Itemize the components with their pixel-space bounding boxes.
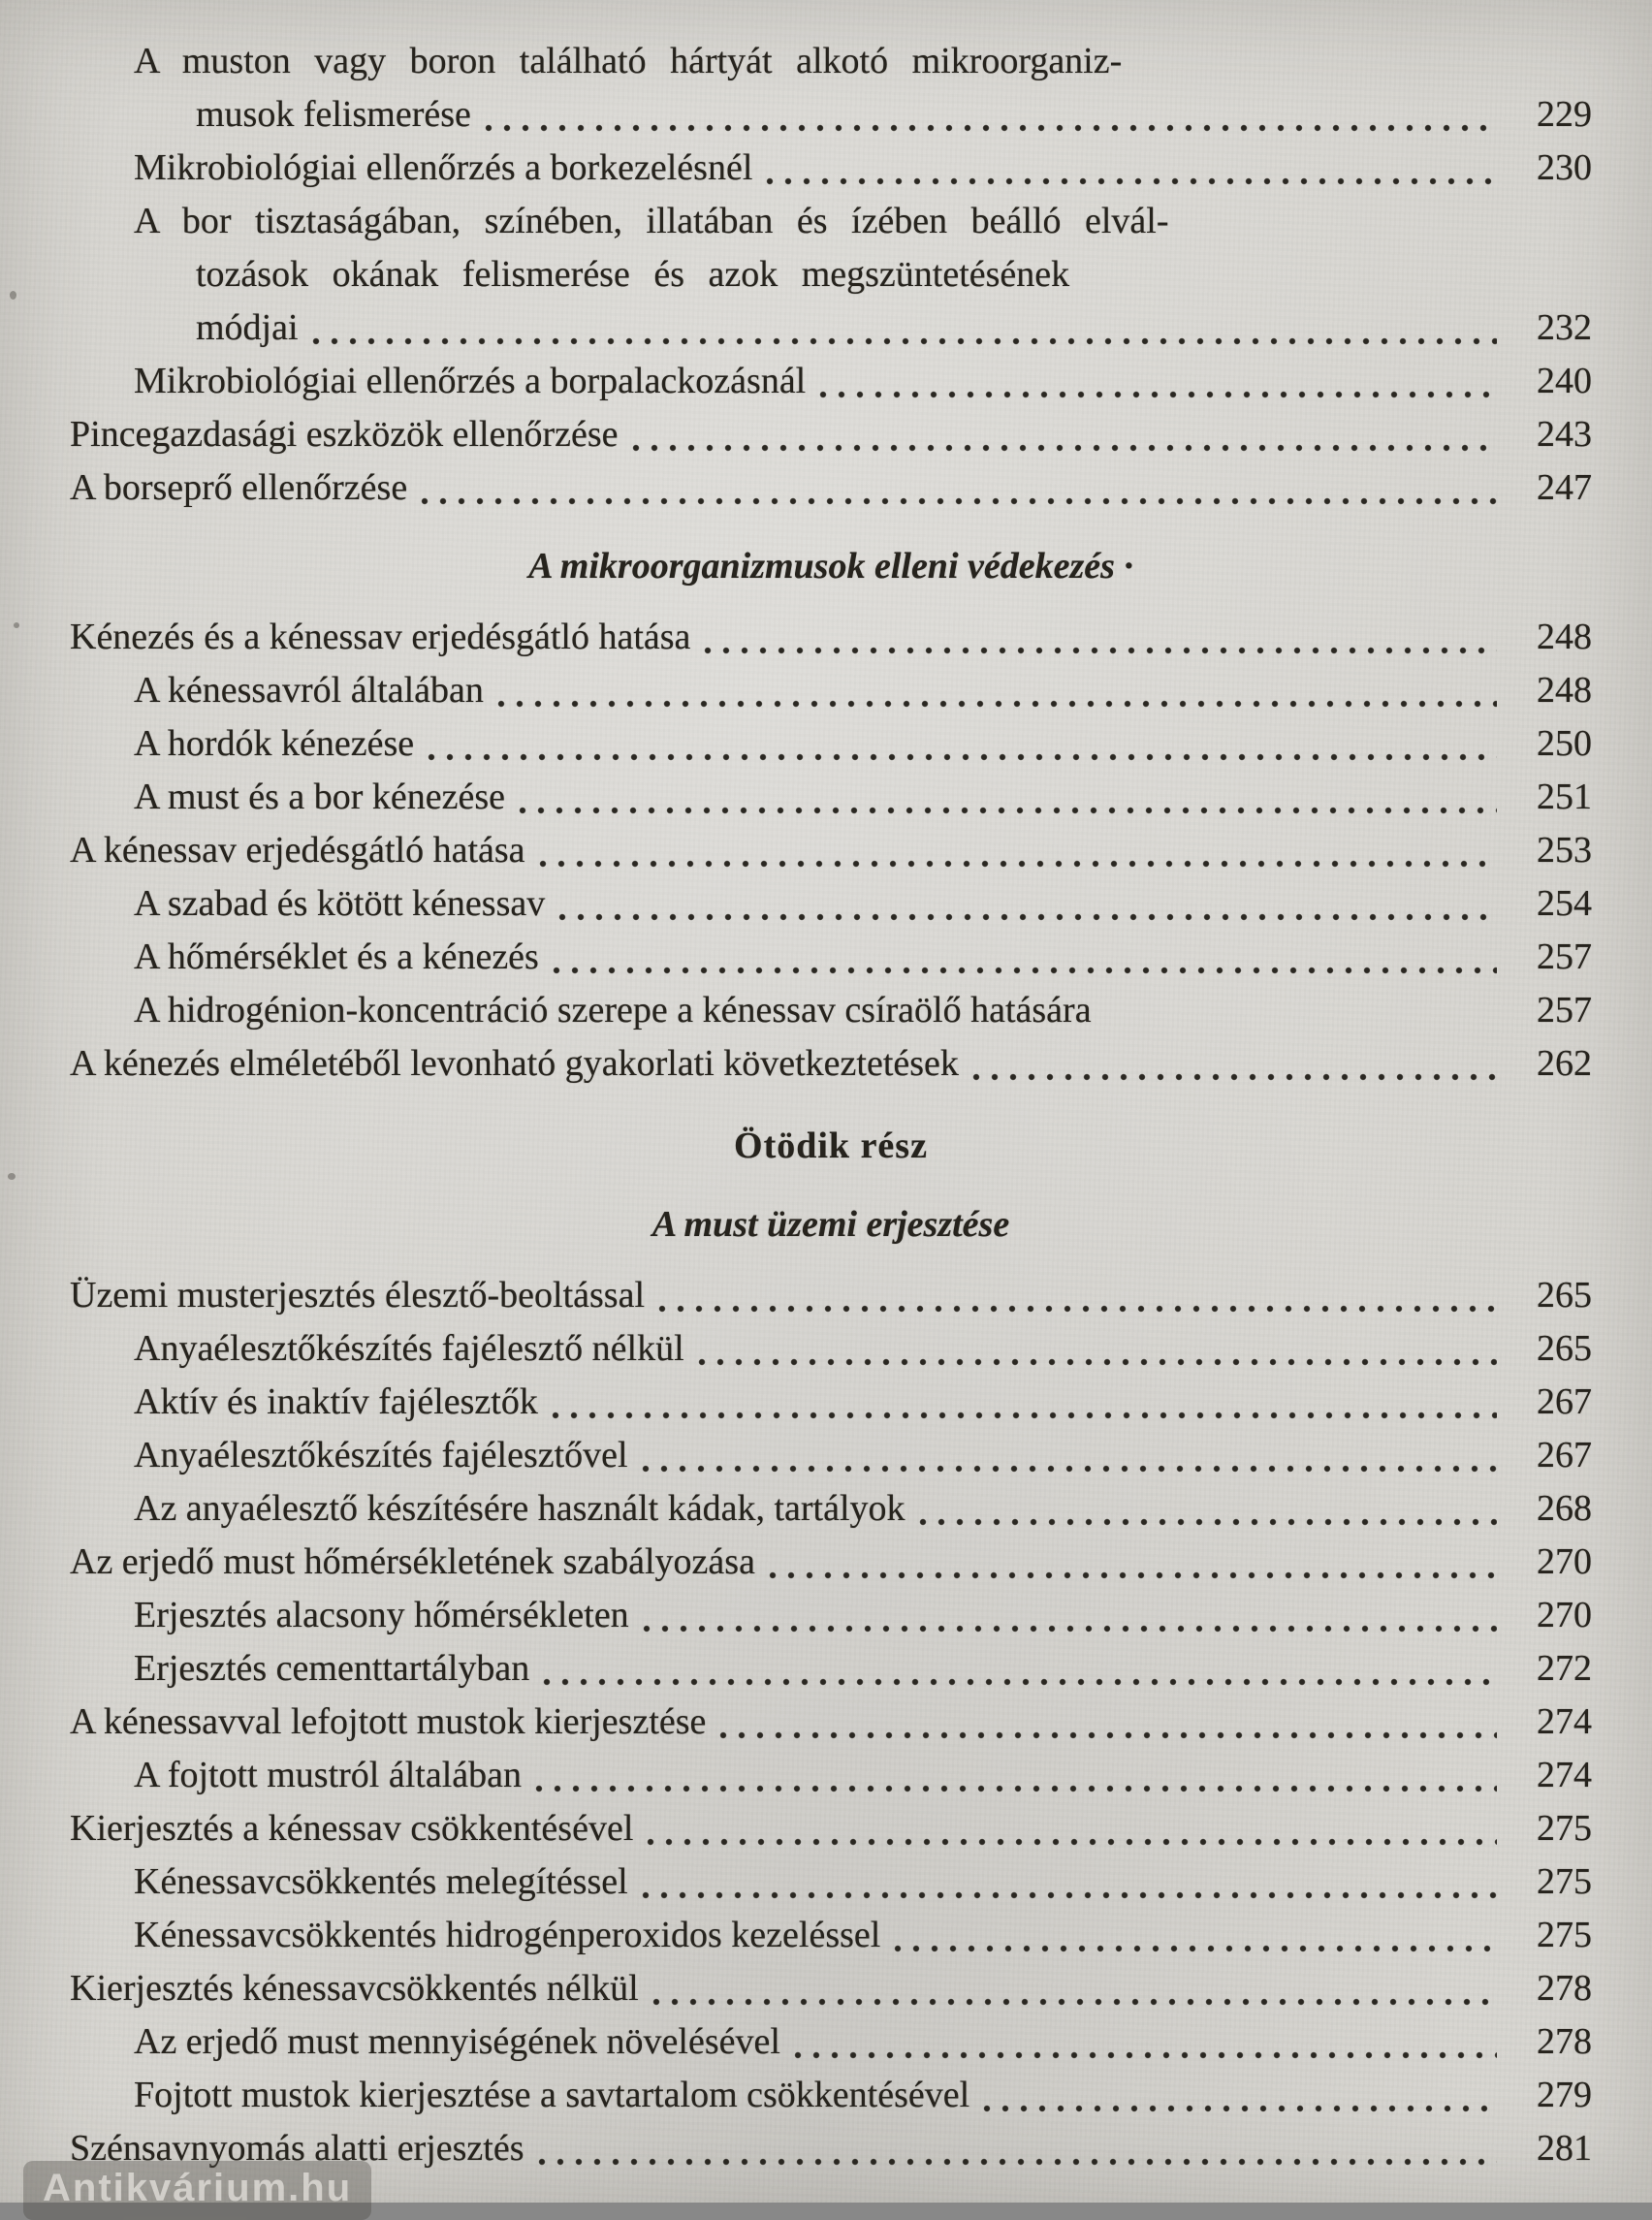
dot-leader (658, 1304, 1497, 1314)
dot-leader (485, 123, 1497, 133)
toc-entry (70, 1322, 1592, 1376)
scan-speck (8, 1173, 16, 1180)
toc-entry (70, 461, 1592, 515)
page-number: 278 (1537, 1968, 1592, 2009)
entry-title: A kénessav erjedésgátló hatása (70, 830, 525, 871)
toc-entry (70, 877, 1592, 931)
page-number: 275 (1537, 1915, 1592, 1955)
dot-leader (766, 176, 1497, 186)
dot-leader (552, 1411, 1497, 1420)
page-number: 275 (1537, 1861, 1592, 1902)
dot-leader (894, 1944, 1497, 1953)
toc-entry (70, 88, 1592, 142)
entry-title: A hőmérséklet és a kénezés (134, 936, 539, 977)
toc-entry (70, 1962, 1592, 2015)
toc-entry (70, 931, 1592, 984)
toc-entry (70, 355, 1592, 408)
entry-title: Az erjedő must mennyiségének növelésével (134, 2021, 780, 2062)
toc-entry (70, 1802, 1592, 1855)
page-number: 257 (1537, 936, 1592, 977)
dot-leader (632, 443, 1497, 453)
section-heading: A mikroorganizmusok elleni védekezés · (528, 546, 1133, 587)
page-number: 247 (1537, 467, 1592, 508)
page-number: 267 (1537, 1381, 1592, 1422)
toc-entry (70, 301, 1592, 355)
entry-title: A hidrogénion-koncentráció szerepe a kénessav csíraölő hatására (134, 990, 1092, 1031)
page-number: 248 (1537, 670, 1592, 711)
dot-leader (972, 1072, 1497, 1082)
toc-line (70, 248, 1592, 301)
dot-leader (1097, 1019, 1497, 1029)
entry-title: Pincegazdasági eszközök ellenőrzése (70, 414, 619, 455)
page-number: 279 (1537, 2075, 1592, 2115)
dot-leader (553, 966, 1497, 975)
entry-title: Az anyaélesztő készítésére használt kádak, tartályok (134, 1488, 905, 1529)
toc-entry (70, 1696, 1592, 1749)
dot-leader (794, 2050, 1497, 2060)
toc-entry (70, 408, 1592, 461)
page-number: 232 (1537, 307, 1592, 348)
dot-leader (698, 1357, 1497, 1367)
toc-entry (70, 1037, 1592, 1091)
toc-entry (70, 1376, 1592, 1429)
toc-entry (70, 1429, 1592, 1482)
page-number: 265 (1537, 1328, 1592, 1369)
entry-title: Mikrobiológiai ellenőrzés a borpalackozásnál (134, 361, 807, 401)
toc-entry (70, 1749, 1592, 1802)
entry-title: Kénezés és a kénessav erjedésgátló hatása (70, 617, 691, 657)
dot-leader (819, 390, 1497, 399)
toc-entry (70, 1909, 1592, 1962)
toc-line (70, 35, 1592, 88)
page-number: 265 (1537, 1275, 1592, 1316)
toc-entry (70, 984, 1592, 1037)
page-number: 243 (1537, 414, 1592, 455)
entry-title: A fojtott mustról általában (134, 1755, 522, 1795)
dot-leader (919, 1517, 1497, 1527)
entry-title: Aktív és inaktív fajélesztők (134, 1381, 538, 1422)
page-number: 248 (1537, 617, 1592, 657)
entry-title: Szénsavnyomás alatti erjesztés (70, 2128, 524, 2169)
dot-leader (421, 496, 1497, 506)
page-number: 267 (1537, 1435, 1592, 1475)
entry-title: tozások okának felismerése és azok megszüntetésének (196, 254, 1070, 295)
page-number: 257 (1537, 990, 1592, 1031)
dot-leader (558, 912, 1497, 922)
entry-title: Anyaélesztőkészítés fajélesztővel (134, 1435, 628, 1475)
toc-entry (70, 142, 1592, 195)
dot-leader (428, 752, 1497, 762)
toc-list (70, 35, 1592, 2175)
page-number: 281 (1537, 2128, 1592, 2169)
dot-leader (519, 806, 1497, 815)
entry-title: Kénessavcsökkentés melegítéssel (134, 1861, 628, 1902)
scan-speck (14, 622, 19, 628)
toc-line (70, 195, 1592, 248)
entry-title: A hordók kénezése (134, 723, 415, 764)
toc-entry (70, 824, 1592, 877)
page-number: 262 (1537, 1043, 1592, 1084)
part-heading: Ötödik rész (734, 1126, 928, 1166)
dot-leader (643, 1624, 1497, 1633)
page-number: 274 (1537, 1755, 1592, 1795)
entry-title: Erjesztés cementtartályban (134, 1648, 530, 1689)
page-number: 270 (1537, 1541, 1592, 1582)
dot-leader (312, 336, 1497, 346)
entry-title: Üzemi musterjesztés élesztő-beoltással (70, 1275, 646, 1316)
dot-leader (497, 699, 1497, 709)
page-number: 240 (1537, 361, 1592, 401)
entry-title: A muston vagy boron található hártyát alkotó mikroorganiz- (134, 41, 1123, 81)
dot-leader (719, 1730, 1497, 1740)
toc-entry (70, 717, 1592, 771)
entry-title: Mikrobiológiai ellenőrzés a borkezelésnél (134, 147, 753, 188)
toc-entry (70, 2015, 1592, 2069)
entry-title: Kierjesztés kénessavcsökkentés nélkül (70, 1968, 639, 2009)
page-number: 250 (1537, 723, 1592, 764)
page-number: 229 (1537, 94, 1592, 135)
page-number: 230 (1537, 147, 1592, 188)
watermark: Antikvárium.hu (23, 2161, 371, 2220)
toc-entry (70, 664, 1592, 717)
entry-title: Kierjesztés a kénessav csökkentésével (70, 1808, 634, 1849)
toc-entry (70, 1269, 1592, 1322)
dot-leader (543, 1677, 1497, 1687)
entry-title: A kénessavról általában (134, 670, 484, 711)
entry-title: A kénezés elméletéből levonható gyakorlati következtetések (70, 1043, 959, 1084)
dot-leader (535, 1784, 1497, 1793)
dot-leader (642, 1464, 1497, 1474)
entry-title: A borseprő ellenőrzése (70, 467, 408, 508)
toc-entry (70, 1482, 1592, 1536)
section-heading: A must üzemi erjesztése (651, 1204, 1010, 1245)
entry-title: Az erjedő must hőmérsékletének szabályozása (70, 1541, 755, 1582)
entry-title: A szabad és kötött kénessav (134, 883, 546, 924)
page-number: 268 (1537, 1488, 1592, 1529)
dot-leader (538, 2157, 1497, 2167)
entry-title: Fojtott mustok kierjesztése a savtartalom csökkentésével (134, 2075, 970, 2115)
entry-title: A kénessavval lefojtott mustok kierjesztése (70, 1701, 707, 1742)
entry-title: módjai (196, 307, 299, 348)
toc-entry (70, 1642, 1592, 1696)
page-number: 270 (1537, 1595, 1592, 1635)
entry-title: musok felismerése (196, 94, 471, 135)
dot-leader (769, 1570, 1497, 1580)
scan-speck (10, 291, 16, 300)
page-number: 274 (1537, 1701, 1592, 1742)
page-number: 278 (1537, 2021, 1592, 2062)
toc-entry (70, 1855, 1592, 1909)
dot-leader (539, 859, 1497, 869)
page-number: 272 (1537, 1648, 1592, 1689)
dot-leader (652, 1997, 1497, 2007)
toc-entry (70, 2069, 1592, 2122)
dot-leader (647, 1837, 1497, 1847)
dot-leader (704, 646, 1497, 655)
entry-title: Anyaélesztőkészítés fajélesztő nélkül (134, 1328, 684, 1369)
entry-title: A bor tisztaságában, színében, illatában és ízében beálló elvál- (134, 201, 1169, 241)
entry-title: Erjesztés alacsony hőmérsékleten (134, 1595, 629, 1635)
toc-entry (70, 611, 1592, 664)
entry-title: Kénessavcsökkentés hidrogénperoxidos kezeléssel (134, 1915, 881, 1955)
entry-title: A must és a bor kénezése (134, 777, 506, 817)
page-number: 253 (1537, 830, 1592, 871)
dot-leader (642, 1890, 1497, 1900)
toc-entry (70, 771, 1592, 824)
dot-leader (983, 2104, 1497, 2113)
page-number: 251 (1537, 777, 1592, 817)
page-number: 254 (1537, 883, 1592, 924)
toc-entry (70, 1589, 1592, 1642)
toc-entry (70, 1536, 1592, 1589)
page-number: 275 (1537, 1808, 1592, 1849)
